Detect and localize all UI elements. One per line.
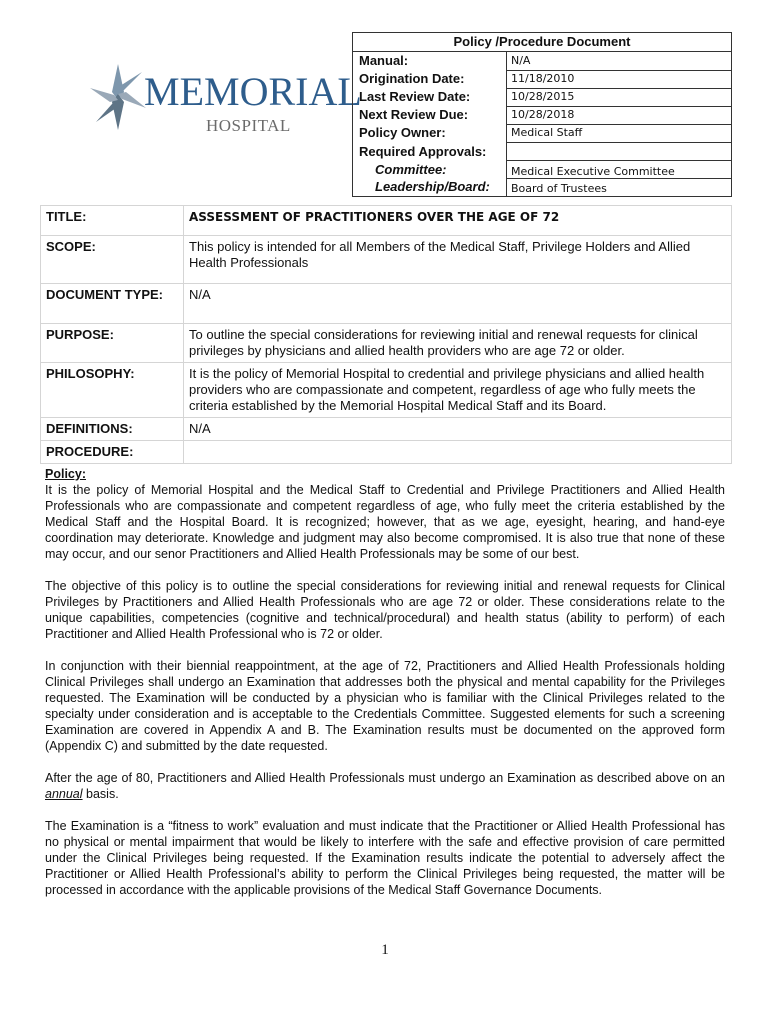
policy-row: Leadership/Board: Board of Trustees <box>375 179 607 195</box>
policy-row: Required Approvals: <box>359 144 487 159</box>
hospital-logo <box>88 62 362 142</box>
table-row <box>41 441 732 464</box>
paragraph: The Examination is a “fitness to work” evaluation and must indicate that the Practitioner or Allied Health Professional has no physical or mental impairment that would be likely to interfere with the safe and effective provision of care permitted under the Clinical Privileges being requested. If the Examination results indicate the potential to adversely affect the Practitioner or Allied Health Professional’s ability to perform the Clinical Privileges being requested, the matter will be processed in accordance with the applicable provisions of the Medical Staff Governance Documents. <box>45 819 725 897</box>
policy-row: Policy Owner: Medical Staff <box>359 125 583 140</box>
procedure-label: PROCEDURE: <box>41 441 184 464</box>
document-type-label: DOCUMENT TYPE: <box>41 284 184 324</box>
policy-info-box <box>352 32 732 197</box>
logo-subtitle: HOSPITAL <box>206 116 291 135</box>
table-row <box>41 363 732 418</box>
paragraph: The objective of this policy is to outline the special considerations for reviewing initial and renewal requests for Clinical Privileges by Practitioners and Allied Health Professionals who are age 72 or older. These considerations relate to the unique capabilities, competencies (cognitive and technical/procedural) and health status (ability to perform) of each Practitioner and Allied Health Professional who is 72 or older. <box>45 579 725 641</box>
document-type-value: N/A <box>184 284 732 324</box>
policy-body <box>45 466 725 914</box>
paragraph: It is the policy of Memorial Hospital and the Medical Staff to Credential and Privilege Practitioners and Allied Health Professionals who are compassionate and competent regardless of age, who fully meet the criteria established by the Medical Staff and the Hospital Board. It is recognized; however, that as we age, eyesight, hearing, and hand-eye coordination may deteriorate. Knowledge and judgment may also become compromised. It is also true that none of these may occur, and our senor Practitioners and Allied Health Professionals may be some of our best. <box>45 483 725 561</box>
philosophy-value: It is the policy of Memorial Hospital to credential and privilege physicians and allied health providers who are compassionate and competent, regardless of age who fully meets the criteria established by the Memorial Hospital Medical Staff and its Board. <box>184 363 732 418</box>
title-value: ASSESSMENT OF PRACTITIONERS OVER THE AGE OF 72 <box>184 206 732 236</box>
policy-row: Committee: Medical Executive Committee <box>375 162 675 178</box>
page-number: 1 <box>381 942 389 958</box>
paragraph: In conjunction with their biennial reappointment, at the age of 72, Practitioners and Allied Health Professionals holding Clinical Privileges shall undergo an Examination that addresses both the physical and mental capability for the Privileges requested. The Examination will be conducted by a physician who is familiar with the Clinical Privileges related to the specialty under consideration and is acceptable to the Credentials Committee. Suggested elements for such a screening Examination are covered in Appendix A and B. The Examination results must be documented on the approved form (Appendix C) and submitted by the date requested. <box>45 659 725 753</box>
title-label: TITLE: <box>41 206 184 236</box>
annual-emphasis: annual <box>45 787 83 801</box>
scope-value: This policy is intended for all Members of the Medical Staff, Privilege Holders and Allied Health Professionals <box>184 236 732 284</box>
purpose-value: To outline the special considerations for reviewing initial and renewal requests for clinical privileges by physicians and allied health providers who are age 72 or older. <box>184 324 732 363</box>
star-logo-icon <box>88 62 148 132</box>
scope-label: SCOPE: <box>41 236 184 284</box>
definitions-label: DEFINITIONS: <box>41 418 184 441</box>
definitions-value: N/A <box>184 418 732 441</box>
table-row <box>41 236 732 284</box>
policy-row: Last Review Date: 10/28/2015 <box>359 89 575 104</box>
policy-row: Origination Date: 11/18/2010 <box>359 71 575 86</box>
policy-box-title: Policy /Procedure Document <box>353 33 731 52</box>
policy-row: Next Review Due: 10/28/2018 <box>359 107 575 122</box>
table-row <box>41 418 732 441</box>
policy-row: Manual: N/A <box>359 53 531 68</box>
logo-name: MEMORIAL <box>144 69 362 114</box>
philosophy-label: PHILOSOPHY: <box>41 363 184 418</box>
policy-heading: Policy: <box>45 467 86 481</box>
table-row <box>41 324 732 363</box>
table-row <box>41 284 732 324</box>
policy-details-table <box>40 205 732 464</box>
table-row <box>41 206 732 236</box>
paragraph: After the age of 80, Practitioners and Allied Health Professionals must undergo an Examination as described above on an annual basis. <box>45 771 725 801</box>
purpose-label: PURPOSE: <box>41 324 184 363</box>
